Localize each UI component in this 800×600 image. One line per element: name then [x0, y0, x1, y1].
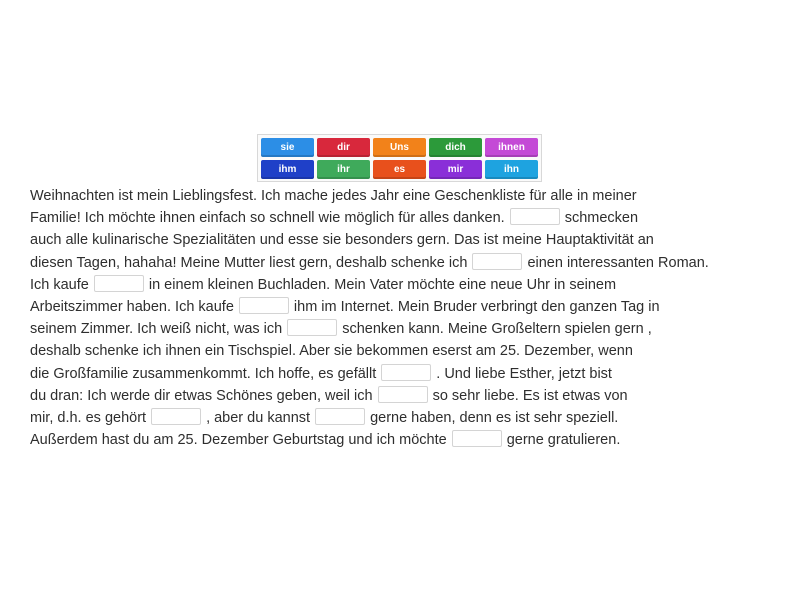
text-segment: schenken kann. Meine Großeltern spielen gern ,	[342, 321, 652, 338]
text-segment: gerne haben, denn es ist sehr speziell.	[370, 409, 619, 426]
text-segment: einen interessanten Roman.	[527, 254, 709, 271]
text-segment: , aber du kannst	[206, 409, 311, 426]
text-line	[30, 229, 790, 251]
word-tile-dir[interactable]: dir	[317, 138, 370, 157]
text-segment: gerne gratulieren.	[506, 432, 621, 449]
text-segment: auch alle kulinarische Spezialitäten und esse sie besonders gern. Das ist meine Hauptaktivität an	[30, 232, 654, 249]
text-line	[30, 296, 790, 318]
text-line	[30, 429, 790, 451]
word-tile-dich[interactable]: dich	[429, 138, 482, 157]
text-segment: die Großfamilie zusammenkommt. Ich hoffe, es gefällt	[30, 365, 377, 382]
text-segment: seinem Zimmer. Ich weiß nicht, was ich	[30, 321, 283, 338]
text-segment: deshalb schenke ich ihnen ein Tischspiel. Aber sie bekommen eserst am 25. Dezember, wenn	[30, 343, 633, 360]
answer-blank[interactable]	[510, 208, 560, 225]
answer-blank[interactable]	[239, 297, 289, 314]
text-line	[30, 385, 790, 407]
text-segment: Arbeitszimmer haben. Ich kaufe	[30, 298, 234, 315]
text-line	[30, 207, 790, 229]
text-segment: mir, d.h. es gehört	[30, 409, 147, 426]
word-tile-uns[interactable]: Uns	[373, 138, 426, 157]
text-segment: in einem kleinen Buchladen. Mein Vater möchte eine neue Uhr in seinem	[148, 276, 617, 293]
word-tile-mir[interactable]: mir	[429, 160, 482, 179]
text-segment: schmecken	[564, 210, 639, 227]
text-line	[30, 407, 790, 429]
text-segment: du dran: Ich werde dir etwas Schönes geben, weil ich	[30, 387, 373, 404]
word-tile-es[interactable]: es	[373, 160, 426, 179]
text-segment: Außerdem hast du am 25. Dezember Geburtstag und ich möchte	[30, 432, 447, 449]
text-segment: diesen Tagen, hahaha! Meine Mutter liest gern, deshalb schenke ich	[30, 254, 468, 271]
word-tile-ihn[interactable]: ihn	[485, 160, 538, 179]
word-tile-ihm[interactable]: ihm	[261, 160, 314, 179]
word-tile-ihr[interactable]: ihr	[317, 160, 370, 179]
answer-blank[interactable]	[378, 386, 428, 403]
text-segment: ihm im Internet. Mein Bruder verbringt den ganzen Tag in	[293, 298, 660, 315]
word-tile-sie[interactable]: sie	[261, 138, 314, 157]
text-segment: Weihnachten ist mein Lieblingsfest. Ich mache jedes Jahr eine Geschenkliste für alle in meiner	[30, 188, 637, 204]
text-segment: Ich kaufe	[30, 276, 89, 293]
answer-blank[interactable]	[452, 430, 502, 447]
text-line	[30, 185, 790, 207]
text-line	[30, 340, 790, 362]
answer-blank[interactable]	[287, 319, 337, 336]
word-bank	[257, 134, 542, 182]
answer-blank[interactable]	[381, 364, 431, 381]
text-segment: . Und liebe Esther, jetzt bist	[436, 365, 612, 382]
text-line	[30, 318, 790, 340]
cloze-text	[30, 185, 790, 451]
answer-blank[interactable]	[151, 408, 201, 425]
text-line	[30, 274, 790, 296]
answer-blank[interactable]	[94, 275, 144, 292]
answer-blank[interactable]	[315, 408, 365, 425]
answer-blank[interactable]	[472, 253, 522, 270]
text-line	[30, 363, 790, 385]
word-tile-ihnen[interactable]: ihnen	[485, 138, 538, 157]
text-segment: so sehr liebe. Es ist etwas von	[432, 387, 628, 404]
text-segment: Familie! Ich möchte ihnen einfach so schnell wie möglich für alles danken.	[30, 210, 505, 227]
text-line	[30, 252, 790, 274]
